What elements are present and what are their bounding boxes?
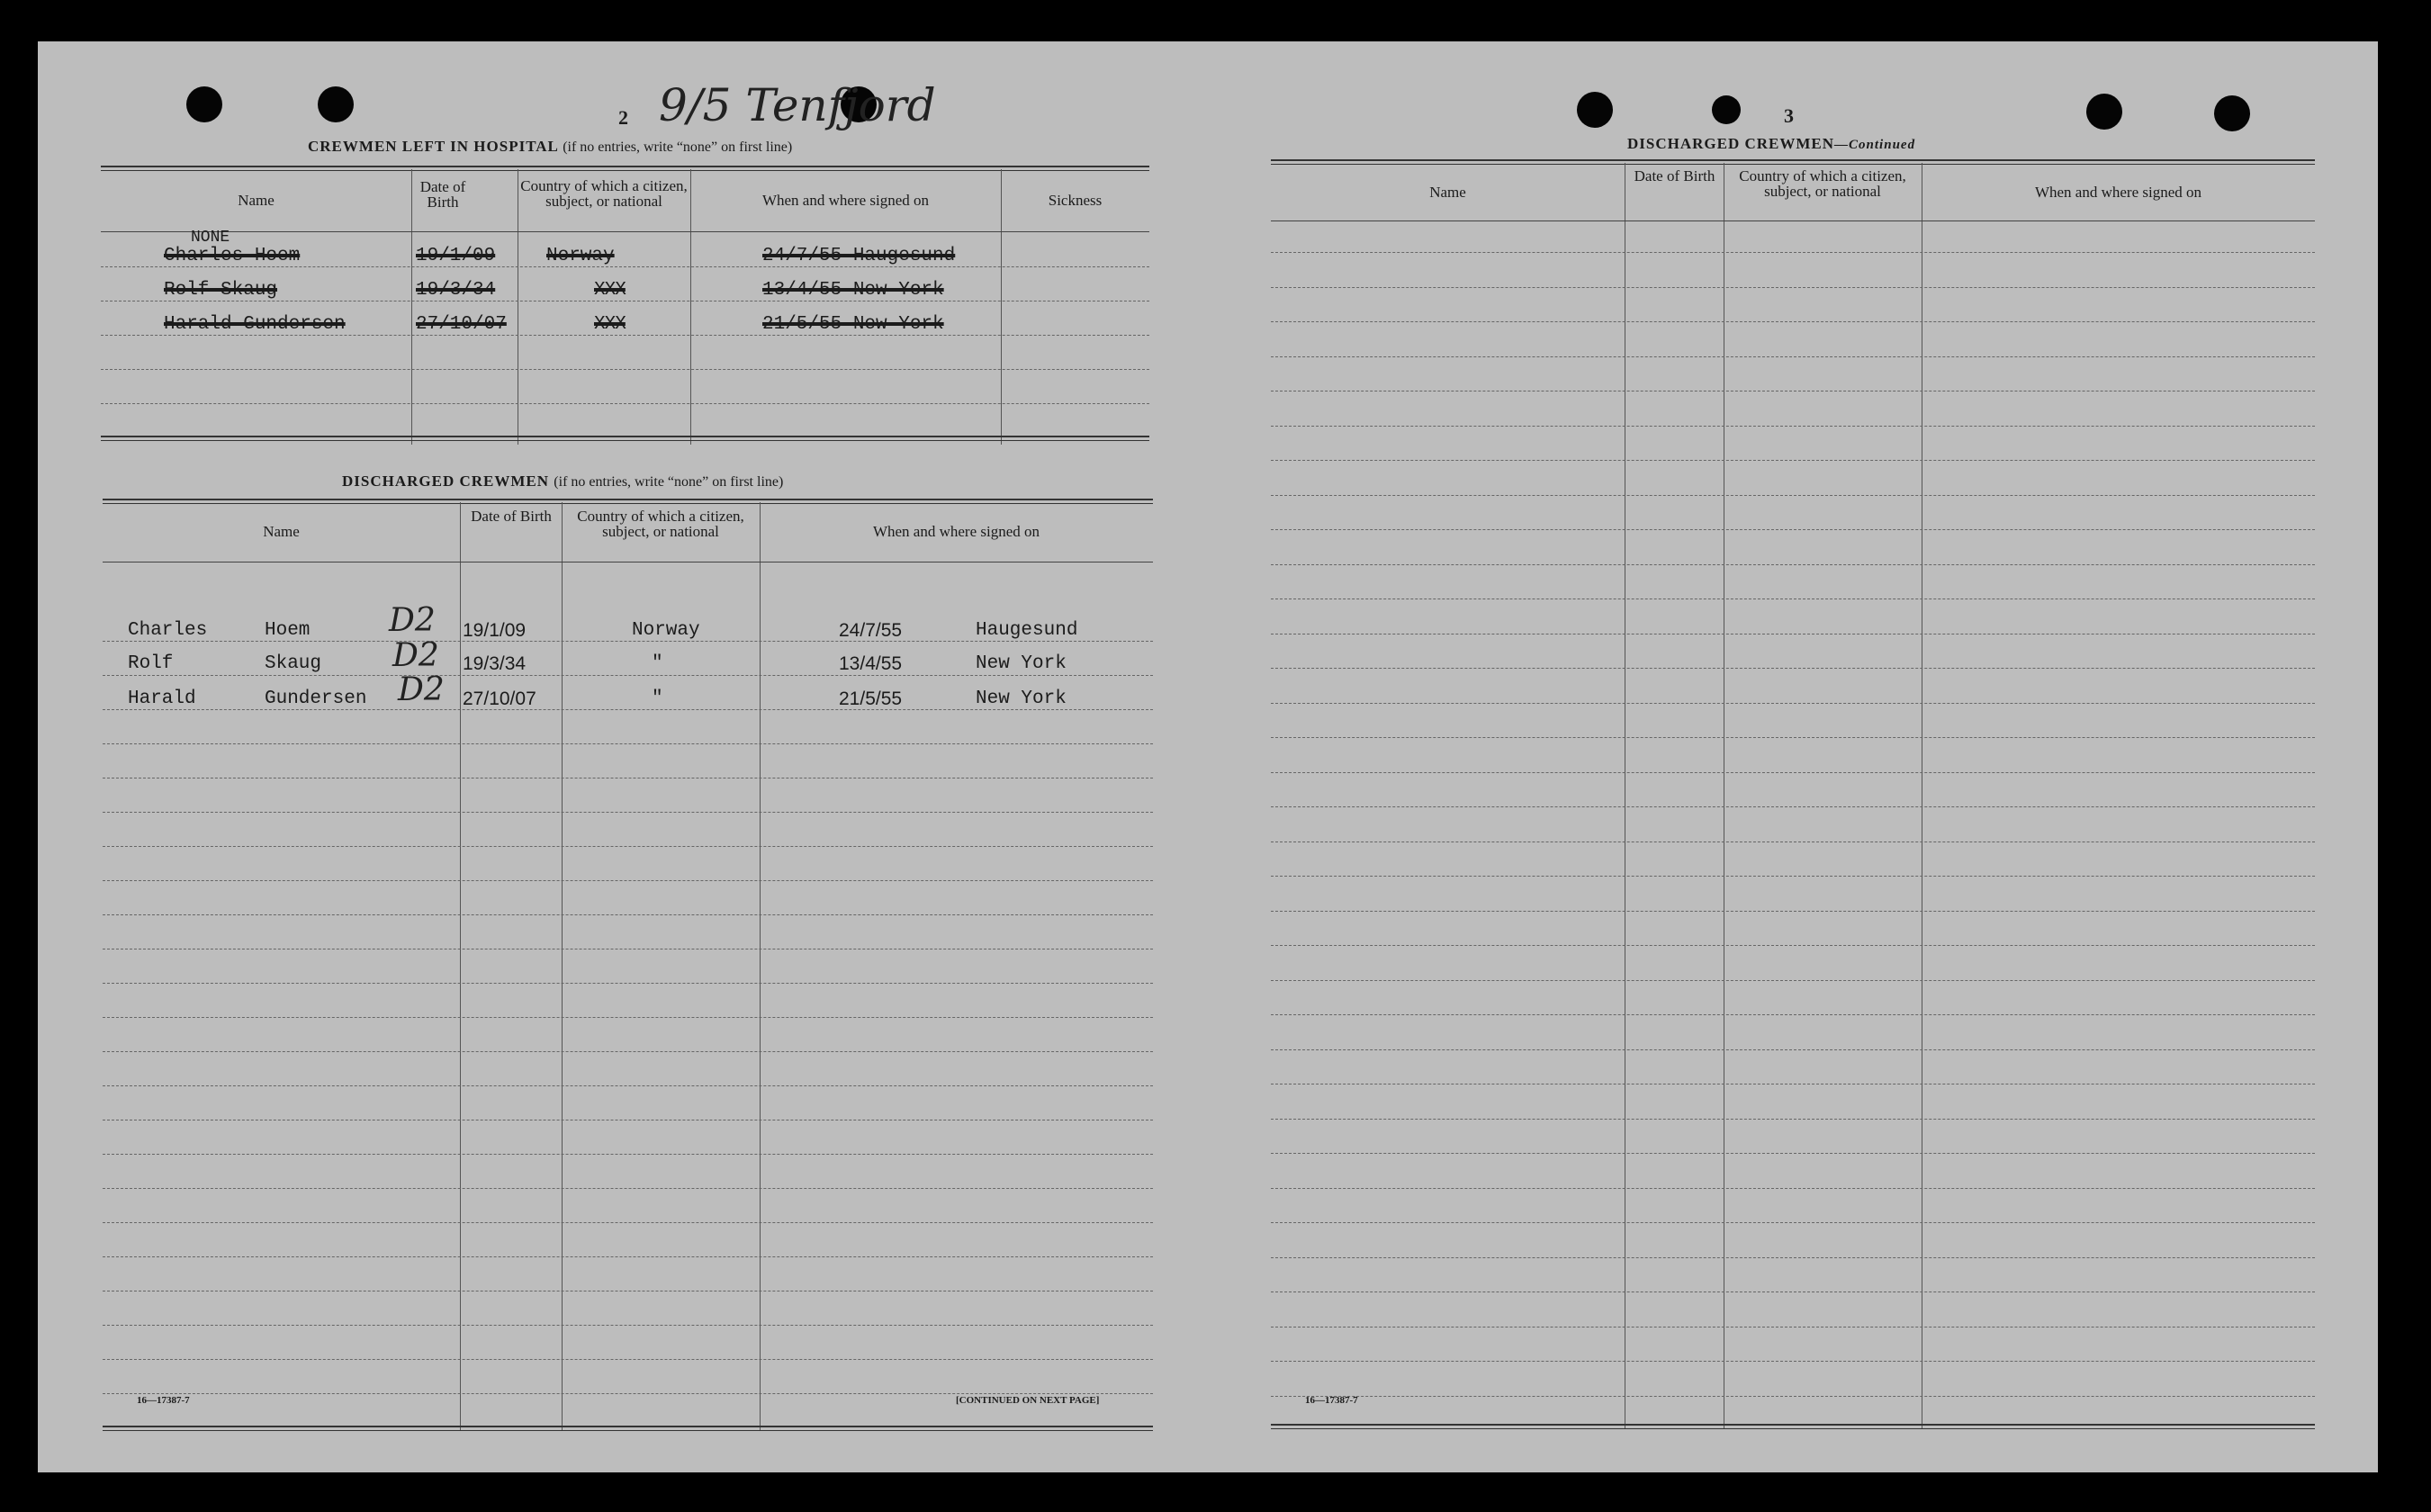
ruled-line [1271,1361,2315,1362]
ruled-line [103,1222,1153,1223]
discharged-row-3-date: 21/5/55 [839,688,903,709]
ruled-line [103,1256,1153,1257]
discharged-title-text: DISCHARGED CREWMEN [342,472,550,490]
ruled-line [103,983,1153,984]
hospital-header-signed: When and where signed on [761,192,930,209]
ruled-line [1271,391,2315,392]
right-header-dob: Date of Birth [1634,167,1715,184]
hospital-row-1-dob: 19/1/09 [416,246,496,266]
discharged-row-1-mark: D2 [389,602,436,639]
ruled-line [1271,460,2315,461]
discharged-row-2-date: 13/4/55 [839,653,903,674]
ruled-line [1271,287,2315,288]
hospital-row-3-name: Harald Gundersen [164,314,346,335]
hospital-header-name: Name [238,192,275,209]
ruled-line [103,1359,1153,1360]
ruled-line [1271,1327,2315,1328]
ruled-line [1271,945,2315,946]
right-header-country: Country of which a citizen, subject, or national [1739,167,1906,200]
ruled-line [103,709,1153,710]
hospital-row-3-country: XXX [594,314,626,335]
punch-hole [2214,95,2250,131]
ruled-line [103,1154,1153,1155]
discharged-row-3-dob: 27/10/07 [463,688,536,709]
punch-hole [1712,95,1741,124]
left-form-number: 16—17387-7 [137,1395,190,1406]
hospital-header-dob: Date of Birth [419,178,466,211]
hospital-row-2-signed: 13/4/55 New York [762,280,944,301]
right-header-name: Name [1429,184,1466,201]
punch-hole [318,86,354,122]
hospital-row-2-dob: 19/3/34 [416,280,496,301]
hospital-row-1-country: Norway [546,246,615,266]
discharged-row-2-place: New York [976,653,1067,674]
discharged-row-2-first-name: Rolf [128,653,174,674]
ruled-line [1271,1153,2315,1154]
handwritten-vessel-note: 9/5 Tenfjord [659,79,936,131]
ruled-line [103,1291,1153,1292]
ruled-line [1271,1257,2315,1258]
continued-note: [CONTINUED ON NEXT PAGE] [956,1395,1100,1406]
discharged-header-signed: When and where signed on [872,523,1040,540]
discharged-row-3-first-name: Harald [128,688,196,709]
ruled-line [1271,529,2315,530]
discharged-row-1-dob: 19/1/09 [463,620,527,641]
ruled-line [1271,321,2315,322]
ruled-line [103,1325,1153,1326]
discharged-row-2-last-name: Skaug [265,653,322,674]
hospital-row-3-signed: 21/5/55 New York [762,314,944,335]
right-header-signed: When and where signed on [2034,184,2202,201]
discharged-row-2-dob: 19/3/34 [463,653,527,674]
hospital-title-note: (if no entries, write “none” on first line) [563,140,793,155]
ruled-line [103,880,1153,881]
ruled-line [103,1393,1153,1394]
ruled-line [1271,1396,2315,1397]
discharged-row-1-last-name: Hoem [265,620,311,641]
ruled-line [1271,564,2315,565]
right-title-text: DISCHARGED CREWMEN [1627,135,1835,152]
hospital-row-3-dob: 27/10/07 [416,314,507,335]
discharged-row-2-country: " [652,653,663,674]
ruled-line [103,1085,1153,1086]
ruled-line [1271,737,2315,738]
left-page-number: 2 [618,106,628,129]
ruled-line [1271,806,2315,807]
hospital-header-sickness: Sickness [1048,192,1103,209]
ruled-line [1271,598,2315,599]
discharged-row-2-mark: D2 [392,637,439,674]
discharged-row-3-mark: D2 [398,671,445,708]
ruled-line [103,641,1153,642]
ruled-line [1271,1188,2315,1189]
punch-hole [2086,94,2122,130]
ruled-line [1271,668,2315,669]
discharged-row-1-first-name: Charles [128,620,208,641]
discharged-header-country: Country of which a citizen, subject, or national [577,508,744,540]
ruled-line [1271,1119,2315,1120]
right-form-number: 16—17387-7 [1305,1395,1358,1406]
hospital-table [101,166,1149,445]
discharged-section-title [342,472,783,490]
ruled-line [1271,980,2315,981]
ruled-line [1271,252,2315,253]
discharged-row-3-place: New York [976,688,1067,709]
punch-hole [186,86,222,122]
hospital-row-1-signed: 24/7/55 Haugesund [762,246,956,266]
punch-hole [1577,92,1613,128]
discharged-row-1-country: Norway [632,620,700,641]
ruled-line [1271,495,2315,496]
ruled-line [103,1051,1153,1052]
discharged-row-3-last-name: Gundersen [265,688,367,709]
ruled-line [103,846,1153,847]
hospital-section-title [308,138,792,156]
ruled-line [1271,356,2315,357]
discharged-row-1-place: Haugesund [976,620,1078,641]
hospital-row-2-name: Rolf Skaug [164,280,278,301]
discharged-header-dob: Date of Birth [471,508,552,525]
ruled-line [103,812,1153,813]
hospital-none-entry: NONE [191,229,230,247]
ruled-line [1271,1049,2315,1050]
ruled-line [103,1017,1153,1018]
discharged-table [103,499,1153,1431]
ruled-line [103,949,1153,950]
hospital-row-2-country: XXX [594,280,626,301]
ruled-line [1271,426,2315,427]
discharged-continued-table [1271,159,2315,1428]
ruled-line [103,743,1153,744]
discharged-row-1-date: 24/7/55 [839,620,903,641]
discharged-title-note: (if no entries, write “none” on first line) [554,474,784,490]
ruled-line [1271,772,2315,773]
ruled-line [1271,703,2315,704]
discharged-row-3-country: " [652,688,663,709]
manifest-sheet [38,41,2378,1472]
right-section-title [1627,135,1915,153]
ruled-line [1271,911,2315,912]
ruled-line [1271,1222,2315,1223]
ruled-line [103,1188,1153,1189]
hospital-row-1-name: Charles Hoem [164,246,301,266]
ruled-line [1271,1014,2315,1015]
right-title-suffix: —Continued [1834,138,1916,152]
hospital-title-text: CREWMEN LEFT IN HOSPITAL [308,138,558,155]
ruled-line [1271,876,2315,877]
discharged-header-name: Name [263,523,300,540]
ruled-line [103,675,1153,676]
right-page-number: 3 [1784,104,1794,127]
ruled-line [103,914,1153,915]
hospital-header-country: Country of which a citizen, subject, or national [520,177,688,210]
